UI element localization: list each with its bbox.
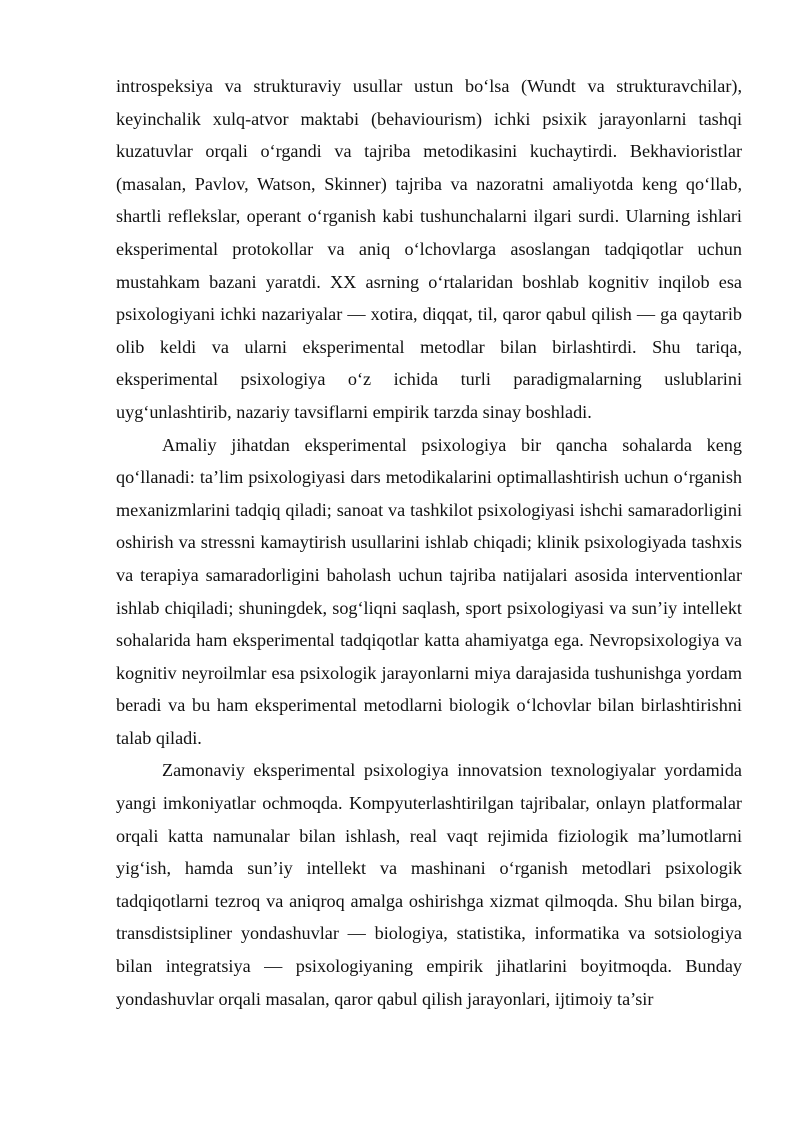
paragraph-2: Amaliy jihatdan eksperimental psixologiya bir qancha sohalarda keng qo‘llanadi: ta’lim psixologiyasi dars metodikalarini optimallashtirish uchun o‘rganish mexanizmlarini tadqiq qiladi; sanoat va tashkilot psixologiyasi ishchi samaradorligini oshirish va stressni kamaytirish usullarini ishlab chiqadi; klinik psixologiyada tashxis va terapiya samaradorligini baholash uchun tajriba natijalari asosida interventionlar ishlab chiqiladi; shuningdek, sog‘liqni saqlash, sport psixologiyasi va sun’iy intellekt sohalarida ham eksperimental tadqiqotlar katta ahamiyatga ega. Nevropsixologiya va kognitiv neyroilmlar esa psixologik jarayonlarni miya darajasida tushunishga yordam beradi va bu ham eksperimental metodlarni biologik o‘lchovlar bilan birlashtirishni talab qiladi. [116, 434, 742, 748]
paragraph-1: introspeksiya va strukturaviy usullar ustun bo‘lsa (Wundt va strukturavchilar), keyinchalik xulq-atvor maktabi (behaviourism) ichki psixik jarayonlarni tashqi kuzatuvlar orqali o‘rgandi va tajriba metodikasini kuchaytirdi. Bekhavioristlar (masalan, Pavlov, Watson, Skinner) tajriba va nazoratni amaliyotda keng qo‘llab, shartli reflekslar, operant o‘rganish kabi tushunchalarni ilgari surdi. Ularning ishlari eksperimental protokollar va aniq o‘lchovlarga asoslangan tadqiqotlar uchun mustahkam bazani yaratdi. XX asrning o‘rtalaridan boshlab kognitiv inqilob esa psixologiyani ichki nazariyalar — xotira, diqqat, til, qaror qabul qilish — ga qaytarib olib keldi va ularni eksperimental metodlar bilan birlashtirdi. Shu tariqa, eksperimental psixologiya o‘z ichida turli paradigmalarning uslublarini uyg‘unlashtirib, nazariy tavsiflarni empirik tarzda sinay boshladi. [116, 76, 742, 422]
document-body [116, 70, 742, 1015]
paragraph-3: Zamonaviy eksperimental psixologiya innovatsion texnologiyalar yordamida yangi imkoniyatlar ochmoqda. Kompyuterlashtirilgan tajribalar, onlayn platformalar orqali katta namunalar bilan ishlash, real vaqt rejimida fiziologik ma’lumotlarni yig‘ish, hamda sun’iy intellekt va mashinani o‘rganish metodlari psixologik tadqiqotlarni tezroq va aniqroq amalga oshirishga xizmat qilmoqda. Shu bilan birga, transdistsipliner yondashuvlar — biologiya, statistika, informatika va sotsiologiya bilan integratsiya — psixologiyaning empirik jihatlarini boyitmoqda. Bunday yondashuvlar orqali masalan, qaror qabul qilish jarayonlari, ijtimoiy ta’sir [116, 760, 742, 1009]
